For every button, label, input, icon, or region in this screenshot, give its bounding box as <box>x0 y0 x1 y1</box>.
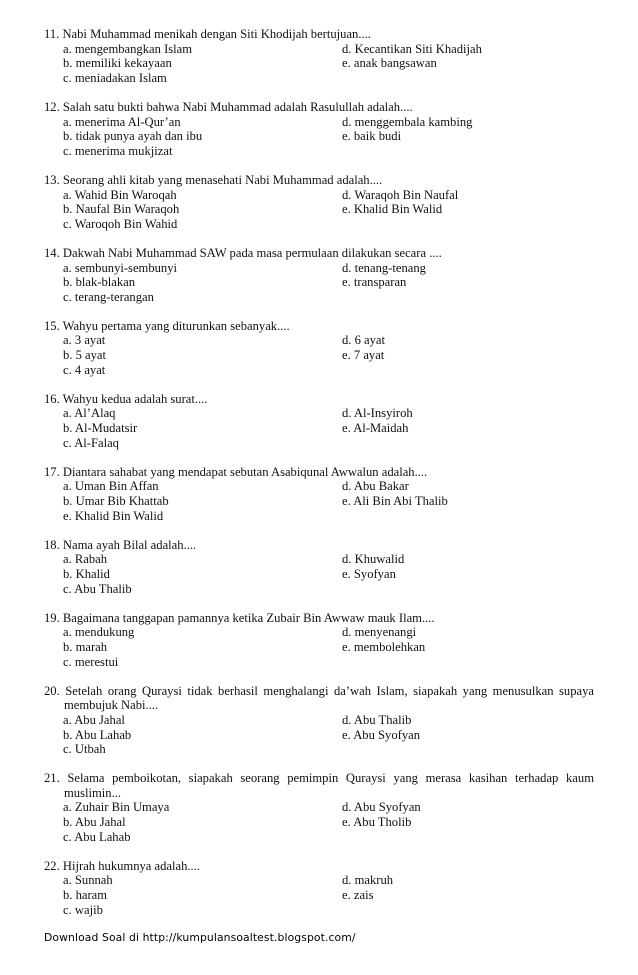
question-item <box>44 27 594 85</box>
question-number: 15. <box>44 318 60 333</box>
answer-option: d. Abu Bakar <box>342 479 409 494</box>
question-item <box>44 392 594 450</box>
question-item <box>44 465 594 523</box>
answer-options <box>44 713 594 757</box>
answer-option: b. tidak punya ayah dan ibu <box>63 129 203 144</box>
question-stem <box>44 538 594 553</box>
answer-option: c. Utbah <box>63 742 106 757</box>
answer-option: a. Rabah <box>63 552 108 567</box>
answer-options <box>44 479 594 523</box>
answer-option: c. 4 ayat <box>63 362 106 377</box>
answer-option: b. marah <box>63 639 108 654</box>
answer-options <box>44 115 594 159</box>
question-item <box>44 173 594 231</box>
empty-cell <box>342 436 594 451</box>
empty-cell <box>342 830 594 845</box>
question-stem <box>44 27 594 42</box>
empty-cell <box>342 217 594 232</box>
question-number: 20. <box>44 683 60 698</box>
answer-option: a. sembunyi-sembunyi <box>63 260 178 275</box>
answer-option: a. Al’Alaq <box>63 406 116 421</box>
question-text: Bagaimana tanggapan pamannya ketika Zubair Bin Awwaw mauk Ilam.... <box>62 610 435 625</box>
footer-download-link[interactable]: Download Soal di http://kumpulansoaltest.blogspot.com/ <box>44 931 356 944</box>
question-stem <box>44 319 594 334</box>
question-number: 16. <box>44 391 60 406</box>
answer-option: b. blak-blakan <box>63 275 136 290</box>
answer-option: a. menerima Al-Qur’an <box>63 114 181 129</box>
answer-option: e. 7 ayat <box>342 348 385 363</box>
question-number: 19. <box>44 610 60 625</box>
answer-option: a. mendukung <box>63 625 135 640</box>
answer-option: d. menyenangi <box>342 625 417 640</box>
answer-option: b. Khalid <box>63 566 110 581</box>
answer-option: e. Khalid Bin Walid <box>342 202 443 217</box>
question-item <box>44 100 594 158</box>
question-text: Hijrah hukumnya adalah.... <box>62 858 200 873</box>
answer-option: d. 6 ayat <box>342 333 386 348</box>
answer-option: b. memiliki kekayaan <box>63 56 172 71</box>
question-number: 18. <box>44 537 60 552</box>
question-text: Wahyu pertama yang diturunkan sebanyak.... <box>62 318 290 333</box>
question-stem <box>44 465 594 480</box>
answer-option: d. Kecantikan Siti Khadijah <box>342 41 482 56</box>
question-number: 14. <box>44 245 60 260</box>
answer-option: a. 3 ayat <box>63 333 106 348</box>
answer-option: b. Al-Mudatsir <box>63 421 138 436</box>
answer-option: e. anak bangsawan <box>342 56 437 71</box>
empty-cell <box>342 71 594 86</box>
answer-option: c. wajib <box>63 902 103 917</box>
question-item <box>44 319 594 377</box>
answer-option: e. Al-Maidah <box>342 421 409 436</box>
question-number: 12. <box>44 99 60 114</box>
empty-cell <box>342 655 594 670</box>
answer-option: a. Uman Bin Affan <box>63 479 159 494</box>
answer-option: d. Khuwalid <box>342 552 405 567</box>
question-stem <box>44 100 594 115</box>
empty-cell <box>342 363 594 378</box>
question-text-continuation: muslimin... <box>64 785 122 800</box>
answer-option: c. merestui <box>63 654 119 669</box>
answer-options <box>44 625 594 669</box>
question-stem <box>44 684 594 699</box>
answer-option: a. Wahid Bin Waroqah <box>63 187 177 202</box>
question-item <box>44 538 594 596</box>
question-list <box>44 27 594 932</box>
answer-option: c. Abu Lahab <box>63 829 131 844</box>
answer-options <box>44 406 594 450</box>
question-number: 22. <box>44 858 60 873</box>
answer-option: a. Sunnah <box>63 873 113 888</box>
question-text: Nabi Muhammad menikah dengan Siti Khodijah bertujuan.... <box>62 27 371 41</box>
answer-option: c. Al-Falaq <box>63 435 119 450</box>
answer-option: d. tenang-tenang <box>342 260 426 275</box>
question-item <box>44 771 594 844</box>
answer-option: c. Waroqoh Bin Wahid <box>63 216 178 231</box>
question-item <box>44 859 594 917</box>
question-stem <box>44 611 594 626</box>
answer-option: e. Abu Syofyan <box>342 727 421 742</box>
question-text: Selama pemboikotan, siapakah seorang pemimpin Quraysi yang merasa kasihan terhadap kaum <box>67 771 594 786</box>
question-text: Nama ayah Bilal adalah.... <box>62 537 197 552</box>
answer-option: d. Abu Syofyan <box>342 800 421 815</box>
answer-options <box>44 42 594 86</box>
answer-option: b. Abu Lahab <box>63 727 132 742</box>
answer-options <box>44 800 594 844</box>
question-stem <box>44 392 594 407</box>
answer-option: e. membolehkan <box>342 639 426 654</box>
answer-option: d. Abu Thalib <box>342 712 412 727</box>
empty-cell <box>342 509 594 524</box>
empty-cell <box>342 903 594 918</box>
question-stem <box>44 173 594 188</box>
answer-option: a. mengembangkan Islam <box>63 41 193 56</box>
question-number: 11. <box>44 27 60 41</box>
answer-option: b. Naufal Bin Waraqoh <box>63 202 180 217</box>
question-text: Salah satu bukti bahwa Nabi Muhammad adalah Rasulullah adalah.... <box>62 99 413 114</box>
question-text: Diantara sahabat yang mendapat sebutan Asabiqunal Awwalun adalah.... <box>62 464 428 479</box>
answer-option: b. haram <box>63 888 108 903</box>
answer-option: b. Abu Jahal <box>63 815 126 830</box>
answer-option: e. Khalid Bin Walid <box>63 508 164 523</box>
answer-option: c. Abu Thalib <box>63 581 132 596</box>
answer-options <box>44 188 594 232</box>
question-number: 21. <box>44 771 60 786</box>
answer-option: d. makruh <box>342 873 394 888</box>
question-number: 17. <box>44 464 60 479</box>
answer-option: e. transparan <box>342 275 407 290</box>
answer-option: e. Abu Tholib <box>342 815 412 830</box>
answer-option: c. meniadakan Islam <box>63 70 167 85</box>
empty-cell <box>342 742 594 757</box>
answer-option: b. 5 ayat <box>63 348 107 363</box>
empty-cell <box>342 582 594 597</box>
answer-option: c. menerima mukjizat <box>63 143 173 158</box>
empty-cell <box>342 144 594 159</box>
answer-option: c. terang-terangan <box>63 289 154 304</box>
question-item <box>44 684 594 757</box>
answer-option: d. Al-Insyiroh <box>342 406 413 421</box>
question-text: Setelah orang Quraysi tidak berhasil menghalangi da’wah Islam, siapakah yang menusulkan supaya <box>65 683 594 698</box>
answer-option: e. Ali Bin Abi Thalib <box>342 494 448 508</box>
question-text-continuation: membujuk Nabi.... <box>64 698 159 713</box>
question-text: Wahyu kedua adalah surat.... <box>62 391 208 406</box>
question-text: Seorang ahli kitab yang menasehati Nabi Muhammad adalah.... <box>62 172 383 187</box>
question-stem <box>44 771 594 786</box>
answer-option: a. Zuhair Bin Umaya <box>63 800 170 815</box>
question-stem <box>44 859 594 874</box>
question-item <box>44 611 594 669</box>
question-item <box>44 246 594 304</box>
answer-options <box>44 333 594 377</box>
answer-option: e. baik budi <box>342 129 402 144</box>
question-text: Dakwah Nabi Muhammad SAW pada masa permulaan dilakukan secara .... <box>62 245 442 260</box>
answer-option: b. Umar Bib Khattab <box>63 494 169 508</box>
answer-option: e. zais <box>342 888 374 903</box>
answer-option: a. Abu Jahal <box>63 712 125 727</box>
answer-option: e. Syofyan <box>342 566 396 581</box>
empty-cell <box>342 290 594 305</box>
answer-options <box>44 261 594 305</box>
question-stem <box>44 246 594 261</box>
answer-options <box>44 552 594 596</box>
question-number: 13. <box>44 172 60 187</box>
answer-options <box>44 873 594 917</box>
answer-option: d. menggembala kambing <box>342 114 473 129</box>
answer-option: d. Waraqoh Bin Naufal <box>342 187 459 202</box>
